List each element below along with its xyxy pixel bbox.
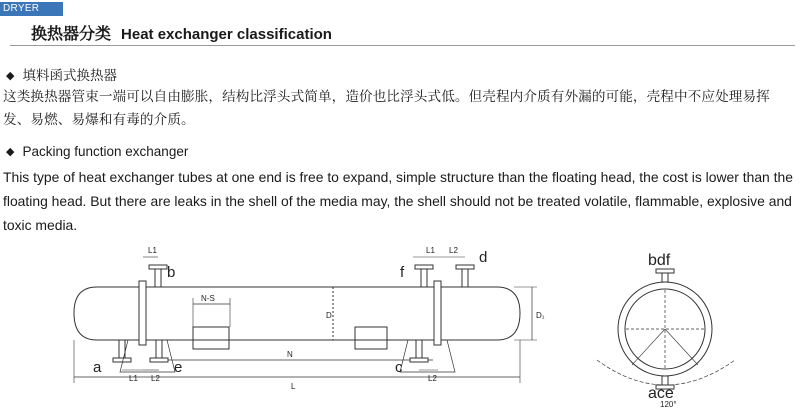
label-a: a — [93, 359, 102, 376]
dim-l1-top-left: L1 — [148, 246, 157, 255]
title-chinese: 换热器分类 — [31, 26, 112, 43]
label-b: b — [167, 264, 176, 281]
section-heading-en-text: Packing function exchanger — [22, 144, 189, 159]
nozzle-c — [416, 340, 422, 358]
nozzle-e — [156, 340, 162, 358]
dim-n: N — [287, 350, 293, 359]
section-heading-cn-text: 填料函式换热器 — [22, 68, 117, 83]
dim-d1: D₁ — [536, 311, 545, 320]
dim-l2-bottom-right: L2 — [428, 374, 437, 383]
dim-d: D — [326, 311, 332, 320]
nozzle-d — [462, 268, 468, 287]
nozzle-f — [421, 268, 427, 287]
label-f: f — [400, 264, 405, 281]
end-view-label-bdf: bdf — [648, 252, 671, 269]
left-tubesheet — [139, 281, 146, 345]
label-c: c — [395, 359, 403, 376]
dim-l1-top-right: L1 — [426, 246, 435, 255]
end-view-angle: 120° — [660, 400, 677, 409]
baffle-right — [355, 327, 387, 349]
diamond-bullet-icon: ◆ — [6, 146, 15, 158]
section-body-cn: 这类换热器管束一端可以自由膨胀，结构比浮头式简单，造价也比浮头式低。但壳程内介质有外漏的可能，壳程中不应处理易挥发、易燃、易爆和有毒的介质。 — [3, 89, 770, 127]
end-view-label-ace: ace — [648, 385, 674, 402]
dim-l2-top-right: L2 — [449, 246, 458, 255]
end-view — [597, 269, 735, 389]
label-e: e — [174, 359, 183, 376]
dim-l2-bottom-left: L2 — [151, 374, 160, 383]
dim-l1-bottom-left: L1 — [129, 374, 138, 383]
dryer-tag: DRYER — [0, 2, 63, 16]
title-english: Heat exchanger classification — [121, 26, 332, 43]
diamond-bullet-icon: ◆ — [6, 70, 15, 82]
section-body-en: This type of heat exchanger tubes at one end is free to expand, simple structure than the floating head, the cost is lower than the floating head. But there are leaks in the shell of the media may, the shell should not be treated volatile, flammable, explosive and toxic media. — [3, 169, 793, 233]
right-tubesheet — [434, 281, 441, 345]
left-saddle — [120, 340, 175, 372]
baffle-left — [193, 327, 229, 349]
label-d: d — [479, 249, 488, 266]
nozzle-b — [155, 268, 161, 287]
dim-n-s: N-S — [201, 294, 215, 303]
right-saddle — [400, 340, 455, 372]
dim-l: L — [291, 382, 296, 391]
